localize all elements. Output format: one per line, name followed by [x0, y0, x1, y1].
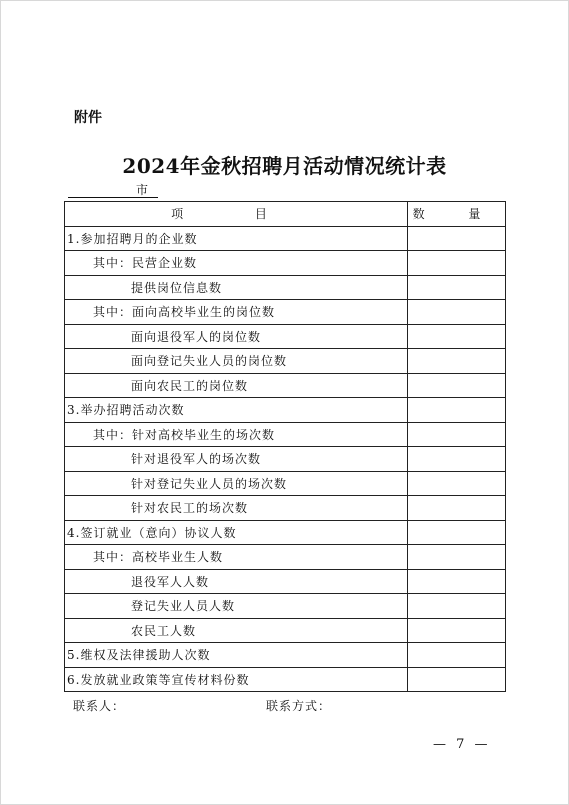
table-row — [65, 618, 506, 643]
quantity-cell[interactable] — [408, 643, 506, 668]
table-row — [65, 226, 506, 251]
quantity-cell[interactable] — [408, 422, 506, 447]
row-item-label: 6.发放就业政策等宣传材料份数 — [65, 667, 408, 692]
table-row — [65, 520, 506, 545]
quantity-cell[interactable] — [408, 667, 506, 692]
page-title: 2024年金秋招聘月活动情况统计表 — [122, 154, 447, 178]
quantity-cell[interactable] — [408, 251, 506, 276]
row-item-label: 其中：针对高校毕业生的场次数 — [65, 422, 408, 447]
row-item-label: 登记失业人员人数 — [65, 594, 408, 619]
quantity-cell[interactable] — [408, 226, 506, 251]
row-item-label: 面向农民工的岗位数 — [65, 373, 408, 398]
contact-person-label: 联系人： — [73, 699, 126, 713]
table-header-row — [65, 202, 506, 227]
table-row — [65, 349, 506, 374]
table-row — [65, 251, 506, 276]
table-row — [65, 545, 506, 570]
quantity-cell[interactable] — [408, 496, 506, 521]
quantity-cell[interactable] — [408, 447, 506, 472]
table-row — [65, 324, 506, 349]
table-row — [65, 300, 506, 325]
page-number: — 7 — — [433, 737, 491, 752]
contact-method-label: 联系方式： — [266, 699, 332, 713]
table-row — [65, 643, 506, 668]
table-row — [65, 471, 506, 496]
row-item-label: 其中：面向高校毕业生的岗位数 — [65, 300, 408, 325]
row-item-label: 提供岗位信息数 — [65, 275, 408, 300]
table-row — [65, 275, 506, 300]
table-row — [65, 447, 506, 472]
statistics-table — [64, 201, 506, 692]
quantity-cell[interactable] — [408, 349, 506, 374]
city-field — [68, 180, 158, 198]
quantity-cell[interactable] — [408, 471, 506, 496]
quantity-cell[interactable] — [408, 398, 506, 423]
quantity-cell[interactable] — [408, 594, 506, 619]
attachment-label: 附件 — [74, 110, 102, 126]
row-item-label: 退役军人人数 — [65, 569, 408, 594]
table-row — [65, 422, 506, 447]
row-item-label: 5.维权及法律援助人次数 — [65, 643, 408, 668]
quantity-cell[interactable] — [408, 275, 506, 300]
quantity-cell[interactable] — [408, 520, 506, 545]
quantity-cell[interactable] — [408, 545, 506, 570]
quantity-cell[interactable] — [408, 569, 506, 594]
row-item-label: 其中：高校毕业生人数 — [65, 545, 408, 570]
table-row — [65, 667, 506, 692]
quantity-cell[interactable] — [408, 324, 506, 349]
row-item-label: 面向退役军人的岗位数 — [65, 324, 408, 349]
row-item-label: 其中：民营企业数 — [65, 251, 408, 276]
row-item-label: 针对退役军人的场次数 — [65, 447, 408, 472]
row-item-label: 农民工人数 — [65, 618, 408, 643]
row-item-label: 4.签订就业（意向）协议人数 — [65, 520, 408, 545]
quantity-cell[interactable] — [408, 618, 506, 643]
row-item-label: 针对农民工的场次数 — [65, 496, 408, 521]
table-row — [65, 569, 506, 594]
quantity-cell[interactable] — [408, 300, 506, 325]
table-row — [65, 373, 506, 398]
header-quantity: 数 量 — [408, 202, 506, 227]
row-item-label: 3.举办招聘活动次数 — [65, 398, 408, 423]
header-item: 项 目 — [65, 202, 408, 227]
city-suffix: 市 — [136, 183, 149, 197]
table-row — [65, 398, 506, 423]
row-item-label: 1.参加招聘月的企业数 — [65, 226, 408, 251]
row-item-label: 针对登记失业人员的场次数 — [65, 471, 408, 496]
quantity-cell[interactable] — [408, 373, 506, 398]
table-row — [65, 594, 506, 619]
row-item-label: 面向登记失业人员的岗位数 — [65, 349, 408, 374]
table-row — [65, 496, 506, 521]
